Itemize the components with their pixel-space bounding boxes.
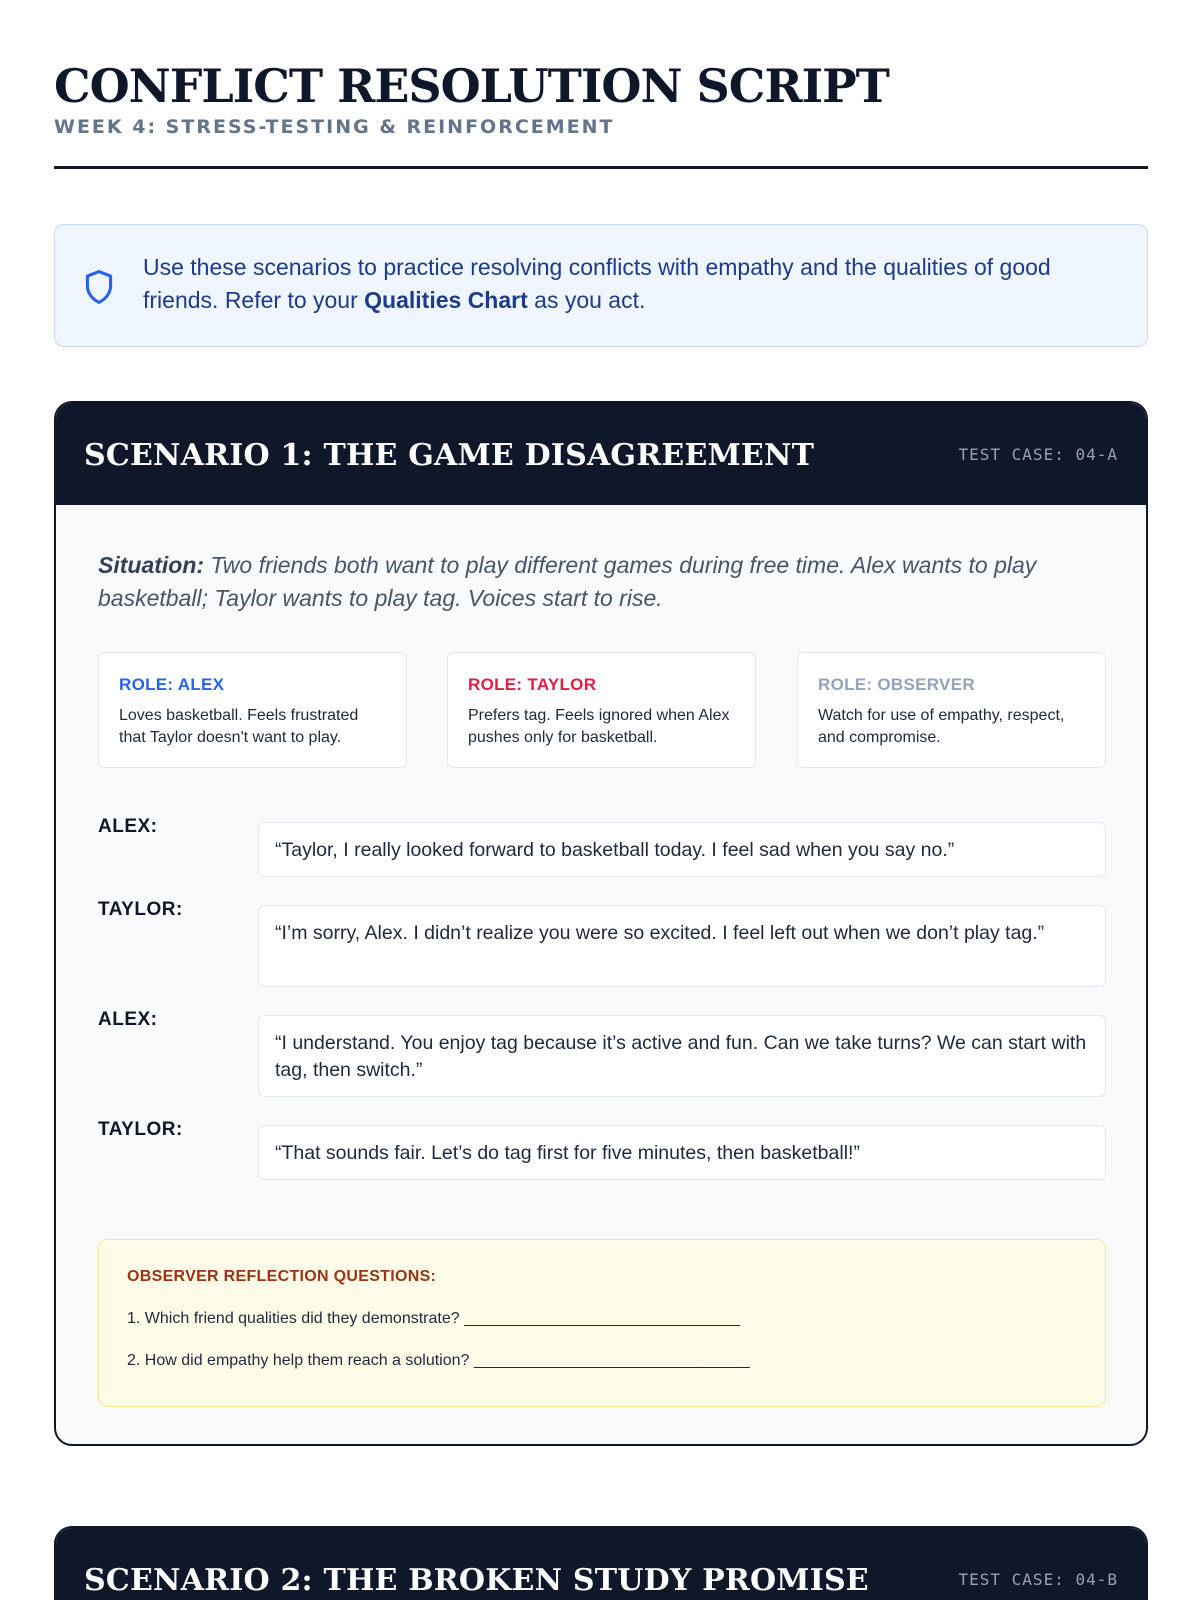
dialogue-speaker: ALEX: [98,1009,158,1030]
role-card-alex [98,652,407,768]
intro-text [143,251,1103,317]
observer-reflection-box [98,1239,1106,1407]
dialogue-line: “That sounds fair. Let’s do tag first for five minutes, then basketball!” [258,1125,1106,1180]
reflection-question: 2. How did empathy help them reach a solution? _______________________________ [127,1352,750,1369]
scenario-header [56,1528,1146,1600]
scenario-header [56,403,1146,505]
shield-icon [83,269,115,305]
dialogue-line: “I’m sorry, Alex. I didn’t realize you were so excited. I feel left out when we don’t play tag.” [258,905,1106,987]
scenario-card-2 [54,1526,1148,1600]
page-subtitle: WEEK 4: STRESS-TESTING & REINFORCEMENT [54,116,615,138]
dialogue-speaker: ALEX: [98,816,158,837]
situation-label: Situation: [98,552,205,578]
intro-callout [54,224,1148,347]
role-card-observer [797,652,1106,768]
dialogue-speaker: TAYLOR: [98,899,183,920]
dialogue-line: “Taylor, I really looked forward to basketball today. I feel sad when you say no.” [258,822,1106,877]
intro-text-start: Use these scenarios to practice resolving conflicts with empathy and the qualities of good friends. Refer to your [143,254,1051,313]
page-header [54,58,1148,138]
test-case-label: TEST CASE: 04-B [958,1570,1118,1589]
scenario-card-1 [54,401,1148,1446]
header-divider [54,166,1148,169]
page-title: CONFLICT RESOLUTION SCRIPT [54,59,889,113]
role-title: ROLE: TAYLOR [468,675,597,694]
role-card-taylor [447,652,756,768]
role-description: Prefers tag. Feels ignored when Alex pushes only for basketball. [468,707,730,746]
role-title: ROLE: ALEX [119,675,225,694]
dialogue-line: “I understand. You enjoy tag because it’s active and fun. Can we take turns? We can start with tag, then switch.” [258,1015,1106,1097]
situation-text [98,549,1088,615]
reflection-title: OBSERVER REFLECTION QUESTIONS: [127,1268,437,1285]
dialogue-speaker: TAYLOR: [98,1119,183,1140]
qualities-chart-reference: Qualities Chart [364,287,528,313]
role-description: Loves basketball. Feels frustrated that Taylor doesn't want to play. [119,707,359,746]
scenario-title: SCENARIO 2: THE BROKEN STUDY PROMISE [84,1563,869,1598]
test-case-label: TEST CASE: 04-A [958,445,1118,464]
role-title: ROLE: OBSERVER [818,675,975,694]
role-description: Watch for use of empathy, respect, and compromise. [818,707,1065,746]
situation-description: Two friends both want to play different games during free time. Alex wants to play basketball; Taylor wants to play tag. Voices start to rise. [98,552,1037,611]
intro-text-end: as you act. [527,287,646,313]
scenario-title: SCENARIO 1: THE GAME DISAGREEMENT [84,438,815,473]
reflection-question: 1. Which friend qualities did they demonstrate? _______________________________ [127,1310,740,1327]
